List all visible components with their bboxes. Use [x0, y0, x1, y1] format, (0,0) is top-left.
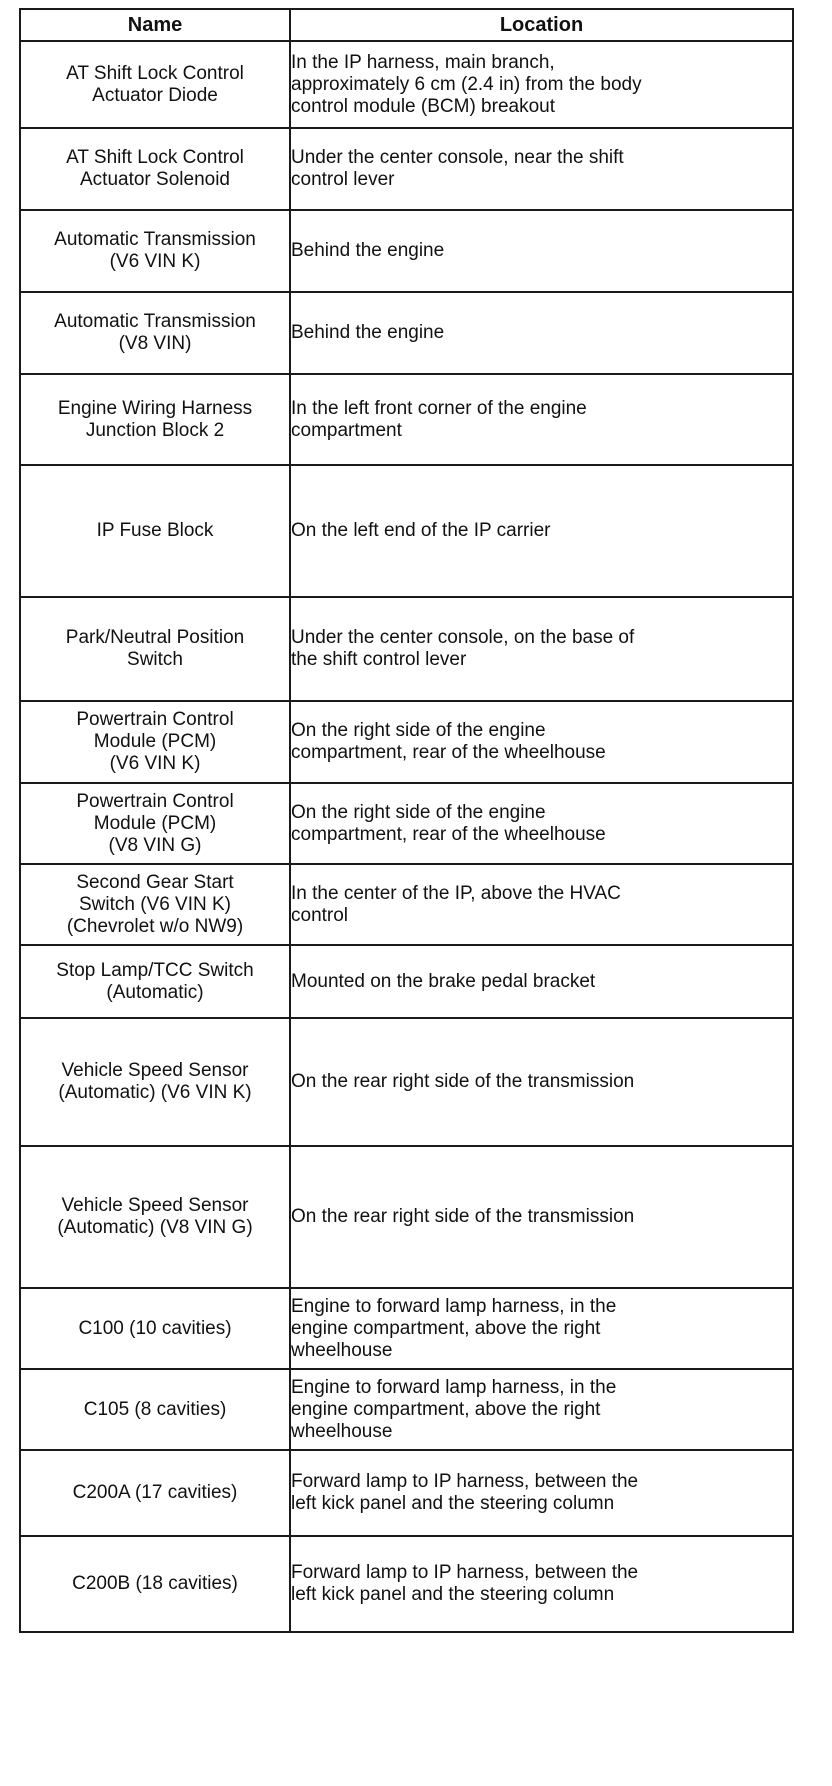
- component-name-cell: [20, 465, 290, 597]
- component-name: AT Shift Lock Control Actuator Diode: [66, 62, 244, 106]
- component-location: On the rear right side of the transmission: [291, 1071, 635, 1092]
- table-row: [20, 41, 793, 128]
- table-row: [20, 1450, 793, 1536]
- component-location: Engine to forward lamp harness, in the engine compartment, above the right wheelhouse: [291, 1376, 617, 1442]
- table-row: [20, 1369, 793, 1450]
- component-location-cell: [290, 128, 793, 210]
- component-location: Mounted on the brake pedal bracket: [291, 970, 596, 992]
- component-name-cell: [20, 1018, 290, 1146]
- component-location-cell: [290, 945, 793, 1018]
- table-row: [20, 945, 793, 1018]
- table-row: [20, 210, 793, 292]
- component-location-table: [19, 8, 794, 1633]
- component-location-cell: [290, 597, 793, 701]
- component-location-cell: [290, 1288, 793, 1369]
- table-row: [20, 597, 793, 701]
- component-name-cell: [20, 701, 290, 783]
- table-row: [20, 374, 793, 465]
- component-location: Under the center console, near the shift control lever: [291, 147, 624, 190]
- table-row: [20, 864, 793, 945]
- header-row: [20, 9, 793, 41]
- table-row: [20, 292, 793, 374]
- component-location-cell: [290, 701, 793, 783]
- component-name: Park/Neutral Position Switch: [65, 627, 245, 670]
- component-name: Second Gear Start Switch (V6 VIN K) (Chevrolet w/o NW9): [66, 871, 244, 937]
- component-name: Powertrain Control Module (PCM) (V8 VIN G): [76, 790, 234, 856]
- component-name: Engine Wiring Harness Junction Block 2: [57, 397, 253, 441]
- component-name-cell: [20, 1536, 290, 1632]
- component-name: Stop Lamp/TCC Switch (Automatic): [56, 959, 254, 1003]
- table-row: [20, 1018, 793, 1146]
- component-name: Vehicle Speed Sensor (Automatic) (V8 VIN G): [57, 1195, 253, 1238]
- component-location: On the rear right side of the transmission: [291, 1206, 635, 1227]
- component-location-cell: [290, 783, 793, 864]
- component-name-cell: [20, 41, 290, 128]
- component-name: C200A (17 cavities): [72, 1482, 238, 1503]
- component-location: In the IP harness, main branch, approximately 6 cm (2.4 in) from the body control module (BCM) breakout: [291, 51, 642, 117]
- component-name: C100 (10 cavities): [78, 1317, 232, 1339]
- component-name-cell: [20, 597, 290, 701]
- component-name-cell: [20, 1450, 290, 1536]
- table-row: [20, 783, 793, 864]
- table-row: [20, 701, 793, 783]
- component-name-cell: [20, 783, 290, 864]
- table-row: [20, 1146, 793, 1288]
- name-column-header: Name: [20, 9, 290, 41]
- component-location-cell: [290, 210, 793, 292]
- component-location: In the left front corner of the engine compartment: [291, 397, 587, 441]
- component-name-cell: [20, 210, 290, 292]
- component-name-cell: [20, 1288, 290, 1369]
- component-name-cell: [20, 292, 290, 374]
- table-row: [20, 128, 793, 210]
- component-name-cell: [20, 945, 290, 1018]
- component-location: Engine to forward lamp harness, in the engine compartment, above the right wheelhouse: [291, 1295, 617, 1361]
- component-name: AT Shift Lock Control Actuator Solenoid: [66, 147, 244, 190]
- component-name: Vehicle Speed Sensor (Automatic) (V6 VIN K): [58, 1060, 252, 1103]
- component-name: Automatic Transmission (V6 VIN K): [54, 229, 256, 272]
- component-name-cell: [20, 374, 290, 465]
- component-name: C200B (18 cavities): [72, 1573, 238, 1594]
- component-name: IP Fuse Block: [96, 520, 214, 541]
- component-location-cell: [290, 374, 793, 465]
- component-location: Behind the engine: [291, 240, 445, 261]
- component-location: Under the center console, on the base of the shift control lever: [291, 627, 635, 670]
- component-location-cell: [290, 1146, 793, 1288]
- component-location-cell: [290, 41, 793, 128]
- table-row: [20, 465, 793, 597]
- component-location: In the center of the IP, above the HVAC control: [291, 882, 621, 926]
- component-location-cell: [290, 1536, 793, 1632]
- component-name-cell: [20, 864, 290, 945]
- component-location-cell: [290, 292, 793, 374]
- location-column-header: Location: [290, 9, 793, 41]
- component-name: C105 (8 cavities): [83, 1398, 227, 1420]
- component-location: On the right side of the engine compartment, rear of the wheelhouse: [291, 801, 606, 845]
- component-name: Automatic Transmission (V8 VIN): [54, 311, 256, 354]
- component-location-cell: [290, 465, 793, 597]
- table-row: [20, 1288, 793, 1369]
- component-location: Forward lamp to IP harness, between the left kick panel and the steering column: [291, 1562, 639, 1605]
- component-location-cell: [290, 1369, 793, 1450]
- component-location: On the right side of the engine compartment, rear of the wheelhouse: [291, 720, 606, 763]
- component-location: Forward lamp to IP harness, between the left kick panel and the steering column: [291, 1471, 639, 1514]
- component-location-cell: [290, 1450, 793, 1536]
- component-name-cell: [20, 1369, 290, 1450]
- component-name-cell: [20, 1146, 290, 1288]
- table-row: [20, 1536, 793, 1632]
- component-location-cell: [290, 1018, 793, 1146]
- component-name: Powertrain Control Module (PCM) (V6 VIN K): [76, 709, 234, 774]
- component-location-cell: [290, 864, 793, 945]
- component-location: On the left end of the IP carrier: [291, 520, 551, 541]
- component-location: Behind the engine: [291, 322, 445, 343]
- component-name-cell: [20, 128, 290, 210]
